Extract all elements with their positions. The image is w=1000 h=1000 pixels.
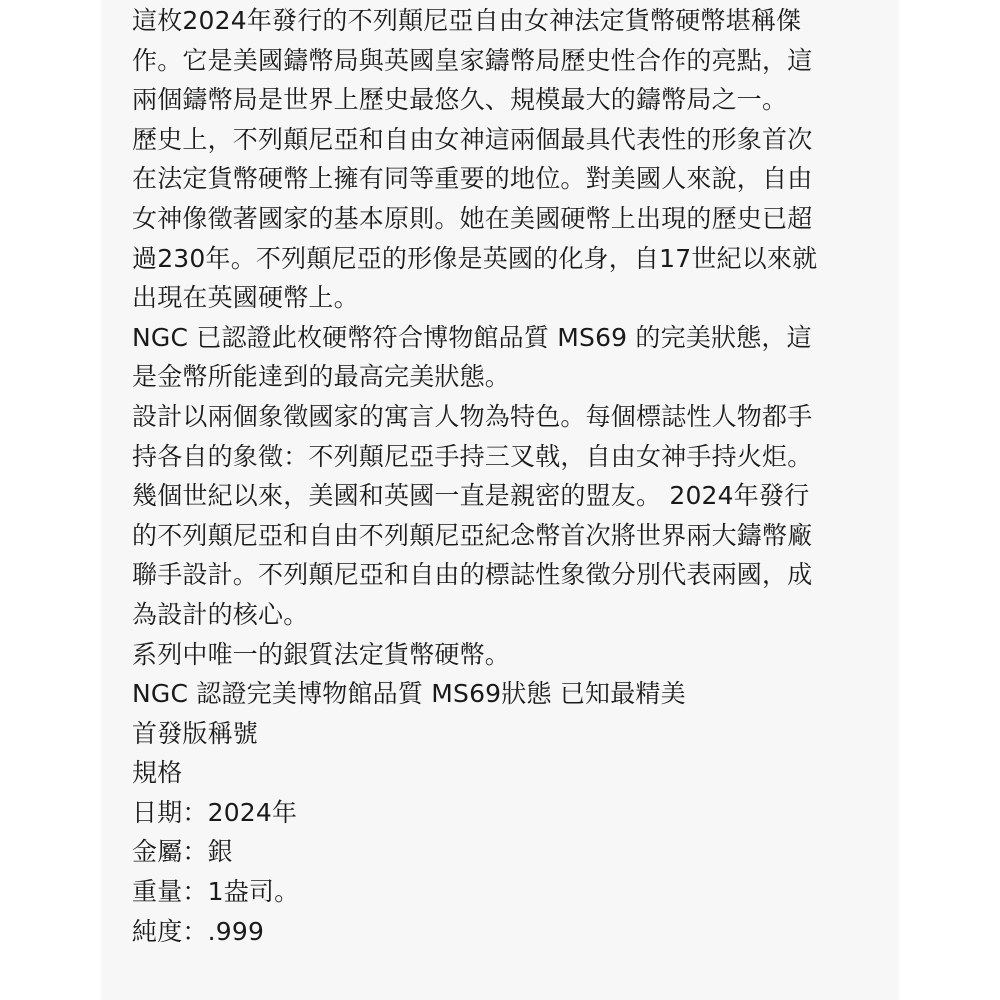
document-page (101, 0, 899, 1000)
text-line: 女神像徵著國家的基本原則。她在美國硬幣上出現的歷史已超 (132, 203, 813, 233)
spec-purity: 純度：.999 (132, 916, 265, 946)
text-line: 這枚2024年發行的不列顛尼亞自由女神法定貨幣硬幣堪稱傑 (132, 6, 802, 35)
text-line: 設計以兩個象徵國家的寓言人物為特色。每個標誌性人物都手 (132, 401, 813, 431)
spec-date: 日期：2024年 (132, 797, 298, 827)
text-line: 歷史上，不列顛尼亞和自由女神這兩個最具代表性的形象首次 (132, 124, 813, 154)
text-line: 出現在英國硬幣上。 (132, 283, 359, 313)
spec-metal: 金屬：銀 (132, 837, 233, 867)
description-text (132, 0, 872, 950)
text-line: 幾個世紀以來，美國和英國一直是親密的盟友。 2024年發行 (132, 481, 810, 511)
text-line: NGC 認證完美博物館品質 MS69狀態 已知最精美 (132, 679, 686, 709)
text-line: 為設計的核心。 (132, 599, 309, 629)
text-line: 是金幣所能達到的最高完美狀態。 (132, 362, 511, 392)
text-line: NGC 已認證此枚硬幣符合博物館品質 MS69 的完美狀態，這 (132, 322, 812, 352)
text-line: 兩個鑄幣局是世界上歷史最悠久、規模最大的鑄幣局之一。 (132, 85, 788, 115)
text-line: 在法定貨幣硬幣上擁有同等重要的地位。對美國人來說，自由 (132, 164, 813, 194)
text-line: 持各自的象徵：不列顛尼亞手持三叉戟，自由女神手持火炬。 (132, 441, 813, 471)
text-line: 過230年。不列顛尼亞的形像是英國的化身，自17世紀以來就 (132, 243, 818, 273)
spec-heading: 規格 (132, 758, 183, 788)
text-line: 聯手設計。不列顛尼亞和自由的標誌性象徵分別代表兩國，成 (132, 560, 813, 590)
text-line: 作。它是美國鑄幣局與英國皇家鑄幣局歷史性合作的亮點，這 (132, 45, 813, 75)
spec-weight: 重量：1盎司。 (132, 877, 300, 907)
text-line: 的不列顛尼亞和自由不列顛尼亞紀念幣首次將世界兩大鑄幣廠 (132, 520, 813, 550)
text-line: 首發版稱號 (132, 718, 259, 748)
text-line: 系列中唯一的銀質法定貨幣硬幣。 (132, 639, 511, 669)
